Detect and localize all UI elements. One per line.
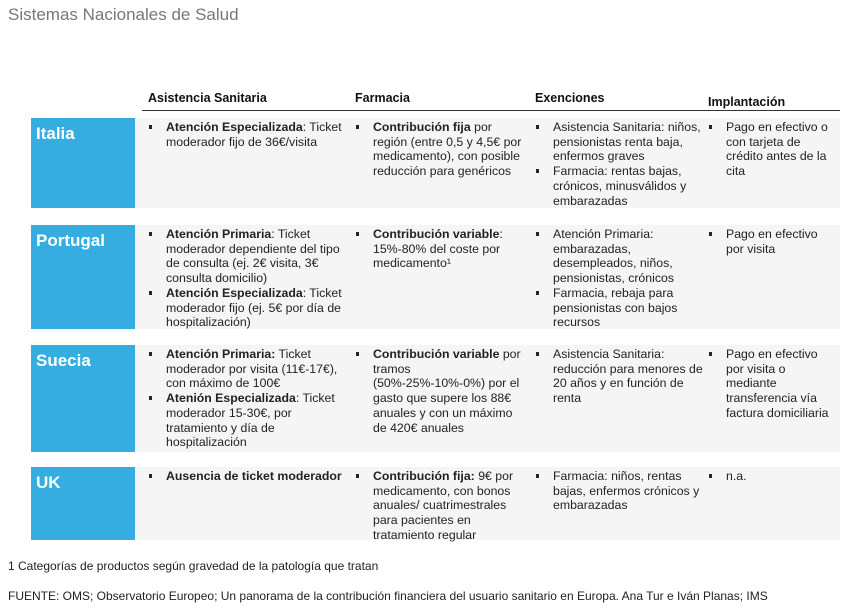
table-cell — [355, 469, 525, 543]
header-implantacion: Implantación — [708, 95, 786, 109]
bullet-item — [535, 120, 703, 164]
country-label: UK — [31, 467, 135, 540]
table-cell — [148, 227, 348, 330]
bullet-text: por región (entre 0,5 y 4,5€ por medicamento), con posible reducción para genéricos — [373, 120, 522, 179]
table-cell — [708, 120, 838, 179]
bullet-item — [535, 286, 703, 330]
table-cell — [148, 120, 348, 149]
table-cell — [355, 227, 525, 271]
bullet-bold: Contribución fija — [373, 120, 471, 134]
bullet-bold: Atención Primaria: — [166, 347, 276, 361]
table-row — [31, 225, 840, 329]
table-cell — [535, 120, 703, 208]
bullet-bold: Atenión Especializada — [166, 391, 296, 406]
footnote: 1 Categorías de productos según gravedad de la patología que tratan — [8, 559, 379, 573]
bullet-text: Farmacia: rentas bajas, crónicos, minusválidos y embarazadas — [553, 164, 687, 208]
bullet-bold: Contribución fija: — [373, 469, 475, 483]
table-row — [31, 118, 840, 208]
header-asistencia: Asistencia Sanitaria — [148, 91, 267, 105]
bullet-text: 9€ por medicamento, con bonos anuales/ cuatrimestrales para pacientes en tratamiento regular — [373, 469, 514, 542]
table-cell — [148, 469, 348, 484]
bullet-item — [708, 227, 838, 256]
bullet-item — [708, 469, 838, 484]
bullet-item — [148, 227, 348, 286]
country-label: Suecia — [31, 345, 135, 452]
bullet-item — [355, 469, 525, 543]
table-cell — [355, 120, 525, 179]
table-row — [31, 345, 840, 452]
country-label: Italia — [31, 118, 135, 208]
table-cell — [535, 347, 703, 406]
table-cell — [708, 347, 838, 421]
bullet-text: Farmacia: niños, rentas bajas, enfermos crónicos y embarazadas — [553, 469, 700, 513]
bullet-text: Farmacia, rebaja para pensionistas con bajos recursos — [553, 285, 678, 330]
bullet-bold: Atención Especializada — [166, 285, 303, 300]
bullet-bold: Contribución variable — [373, 347, 500, 361]
source-note: FUENTE: OMS; Observatorio Europeo; Un panorama de la contribución financiera del usuario sanitario en Europa. Ana Tur e Iván Planas; IMS — [8, 589, 768, 603]
bullet-bold: Atención Primaria — [166, 227, 272, 241]
bullet-item — [535, 347, 703, 406]
bullet-text: Ticket moderador por visita (11€-17€), con máximo de 100€ — [166, 347, 338, 391]
bullet-text: Pago en efectivo o con tarjeta de crédito antes de la cita — [726, 120, 828, 179]
bullet-text: : Ticket moderador dependiente del tipo de consulta (ej. 2€ visita, 3€ consulta domicilio) — [166, 227, 340, 286]
bullet-bold: Atención Especializada — [166, 120, 303, 134]
table-cell — [148, 347, 348, 450]
bullet-bold: Contribución variable — [373, 227, 500, 241]
header-exenciones: Exenciones — [535, 91, 605, 105]
bullet-text: Atención Primaria: embarazadas, desempleados, niños, pensionistas, crónicos — [553, 227, 674, 286]
bullet-item — [148, 286, 348, 330]
table-cell — [708, 227, 838, 256]
bullet-item — [148, 347, 348, 391]
bullet-item — [148, 469, 348, 484]
header-divider — [142, 110, 840, 111]
bullet-item — [708, 120, 838, 179]
bullet-item — [148, 391, 348, 450]
bullet-item — [535, 469, 703, 513]
page-title: Sistemas Nacionales de Salud — [8, 5, 239, 24]
table-cell — [535, 469, 703, 513]
table-cell — [535, 227, 703, 330]
table-cell — [355, 347, 525, 435]
table-cell — [708, 469, 838, 484]
bullet-text: : Ticket moderador 15-30€, por tratamiento y día de hospitalización — [166, 391, 335, 450]
header-farmacia: Farmacia — [355, 91, 410, 105]
bullet-text: Asistencia Sanitaria: reducción para menores de 20 años y en función de renta — [553, 347, 703, 406]
bullet-item — [535, 164, 703, 208]
bullet-text: Asistencia Sanitaria: niños, pensionistas renta baja, enfermos graves — [553, 120, 701, 164]
bullet-item — [708, 347, 838, 421]
table-row — [31, 467, 840, 540]
bullet-text: por tramos (50%-25%-10%-0%) por el gasto que supere los 88€ anuales y con un máximo de 420€ anuales — [373, 347, 521, 435]
bullet-text: Pago en efectivo por visita — [726, 227, 818, 256]
bullet-bold: Ausencia de ticket moderador — [166, 469, 342, 483]
bullet-item — [148, 120, 348, 149]
bullet-text: : Ticket moderador fijo de 36€/visita — [166, 120, 342, 149]
bullet-text: n.a. — [726, 469, 747, 483]
bullet-text: : Ticket moderador fijo (ej. 5€ por día de hospitalización) — [166, 285, 342, 330]
country-label: Portugal — [31, 225, 135, 329]
bullet-item — [355, 347, 525, 435]
bullet-item — [355, 120, 525, 179]
bullet-item — [535, 227, 703, 286]
bullet-text: Pago en efectivo por visita o mediante transferencia vía factura domiciliaria — [726, 347, 829, 420]
bullet-item — [355, 227, 525, 271]
bullet-text: : 15%-80% del coste por medicamento¹ — [373, 227, 503, 271]
